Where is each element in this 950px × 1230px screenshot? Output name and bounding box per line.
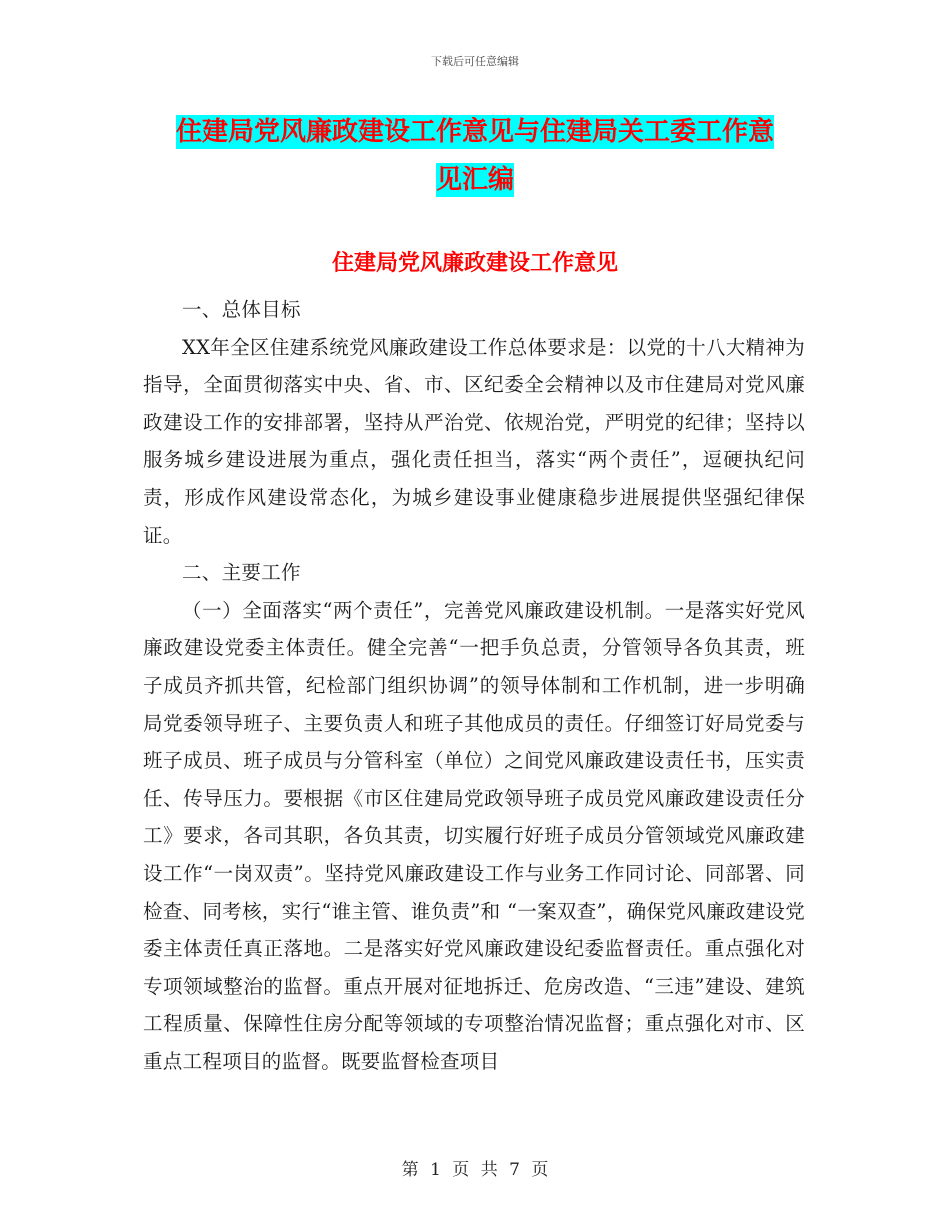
paragraph-main-work: （一）全面落实“两个责任”，完善党风廉政建设机制。一是落实好党风廉政建设党委主体责任。健全完善“一把手负总责，分管领导各负其责，班子成员齐抓共管，纪检部门组织协调”的领导体制和工作机制，进一步明确局党委领导班子、主要负责人和班子其他成员的责任。仔细签订好局党委与班子成员、班子成员与分管科室（单位）之间党风廉政建设责任书，压实责任、传导压力。要根据《市区住建局党政领导班子成员党风廉政建设责任分工》要求，各司其职，各负其责，切实履行好班子成员分管领域党风廉政建设工作“一岗双责”。坚持党风廉政建设工作与业务工作同讨论、同部署、同检查、同考核，实行“谁主管、谁负责”和 “一案双查”，确保党风廉政建设党委主体责任真正落地。二是落实好党风廉政建设纪委监督责任。重点强化对专项领域整治的监督。重点开展对征地拆迁、危房改造、“三违”建设、建筑工程质量、保障性住房分配等领域的专项整治情况监督；重点强化对市、区重点工程项目的监督。既要监督检查项目	[143, 598, 805, 1073]
document-title-line-1: 住建局党风廉政建设工作意见与住建局关工委工作意	[175, 117, 774, 147]
document-title	[150, 108, 800, 204]
section-title: 住建局党风廉政建设工作意见	[331, 250, 618, 276]
page-number-footer: 第 1 页 共 7 页	[401, 1160, 549, 1180]
document-title-line-2: 见汇编	[435, 165, 514, 195]
document-body	[143, 291, 805, 1080]
header-note: 下载后可任意编辑	[431, 55, 519, 68]
paragraph-overall-goal: XX年全区住建系统党风廉政建设工作总体要求是：以党的十八大精神为指导，全面贯彻落实中央、省、市、区纪委全会精神以及市住建局对党风廉政建设工作的安排部署，坚持从严治党、依规治党，严明党的纪律；坚持以服务城乡建设进展为重点，强化责任担当，落实“两个责任”，逗硬执纪问责，形成作风建设常态化，为城乡建设事业健康稳步进展提供坚强纪律保证。	[143, 335, 805, 547]
heading-main-work: 二、主要工作	[182, 561, 301, 585]
heading-overall-goal: 一、总体目标	[182, 298, 301, 321]
